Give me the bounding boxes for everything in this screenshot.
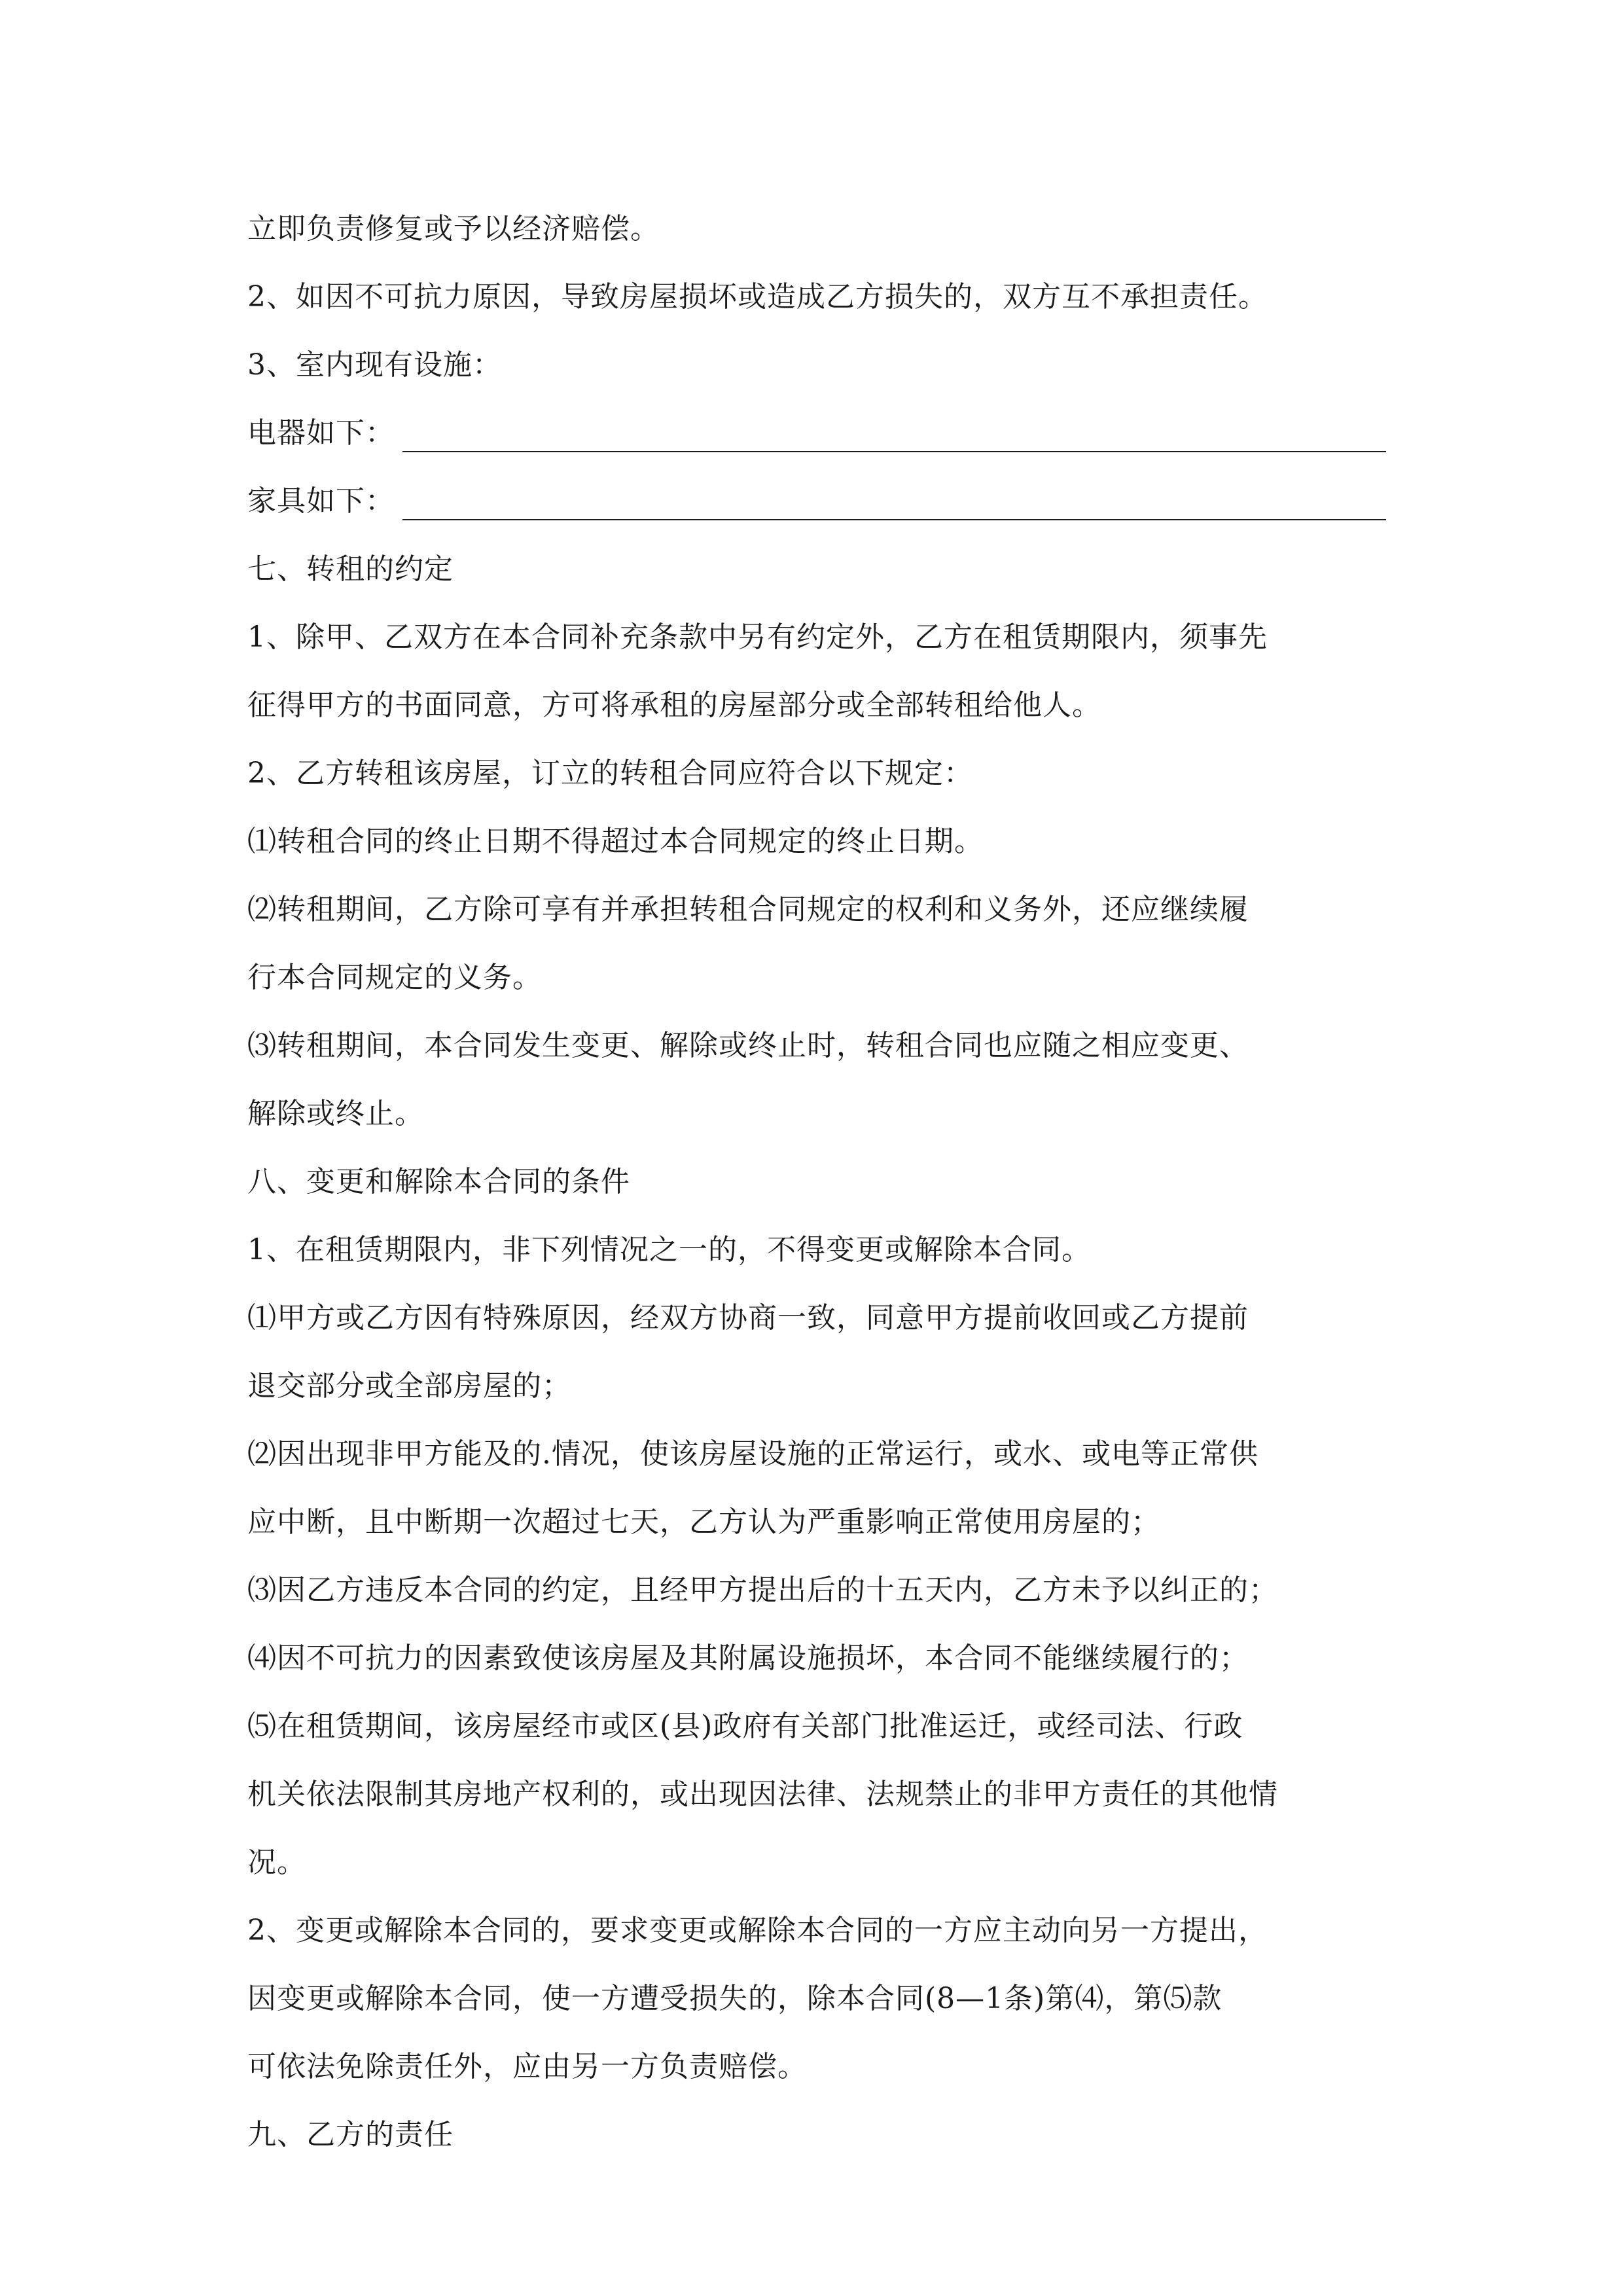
text-line: 2、变更或解除本合同的，要求变更或解除本合同的一方应主动向另一方提出，	[247, 1914, 1268, 1947]
section-heading: 七、转租的约定	[247, 552, 454, 586]
text-line: 解除或终止。	[247, 1097, 424, 1130]
furniture-row	[247, 467, 1386, 535]
field-label: 电器如下：	[247, 416, 395, 450]
text-line: 机关依法限制其房地产权利的，或出现因法律、法规禁止的非甲方责任的其他情	[247, 1778, 1278, 1811]
text-line: 2、乙方转租该房屋，订立的转租合同应符合以下规定：	[247, 757, 973, 790]
fill-in-blank-line[interactable]	[402, 482, 1386, 520]
text-line: 征得甲方的书面同意，方可将承租的房屋部分或全部转租给他人。	[247, 689, 1101, 722]
text-line: 况。	[247, 1846, 306, 1879]
text-line: 2、如因不可抗力原因，导致房屋损坏或造成乙方损失的，双方互不承担责任。	[247, 280, 1268, 314]
text-line: 因变更或解除本合同，使一方遭受损失的，除本合同(8—1条)第⑷，第⑸款	[247, 1982, 1222, 2015]
text-line: ⑴转租合同的终止日期不得超过本合同规定的终止日期。	[247, 825, 984, 858]
text-line: 行本合同规定的义务。	[247, 961, 542, 994]
document-page	[247, 195, 1386, 2169]
text-line: 3、室内现有设施：	[247, 348, 502, 382]
text-line: 立即负责修复或予以经济赔偿。	[247, 212, 660, 245]
text-line: ⑸在租赁期间，该房屋经市或区(县)政府有关部门批准运迁，或经司法、行政	[247, 1710, 1243, 1743]
section-heading: 九、乙方的责任	[247, 2118, 454, 2151]
text-line: ⑵转租期间，乙方除可享有并承担转租合同规定的权利和义务外，还应继续履	[247, 893, 1249, 926]
text-line: ⑵因出现非甲方能及的.情况，使该房屋设施的正常运行，或水、或电等正常供	[247, 1437, 1258, 1471]
fill-in-blank-line[interactable]	[402, 414, 1386, 452]
text-line: ⑶因乙方违反本合同的约定，且经甲方提出后的十五天内，乙方未予以纠正的；	[247, 1573, 1278, 1607]
text-line: 1、在租赁期限内，非下列情况之一的，不得变更或解除本合同。	[247, 1233, 1091, 1266]
text-line: 1、除甲、乙双方在本合同补充条款中另有约定外，乙方在租赁期限内，须事先	[247, 620, 1268, 654]
text-line: 退交部分或全部房屋的；	[247, 1369, 571, 1403]
text-line: ⑶转租期间，本合同发生变更、解除或终止时，转租合同也应随之相应变更、	[247, 1029, 1249, 1062]
text-line: ⑷因不可抗力的因素致使该房屋及其附属设施损坏，本合同不能继续履行的；	[247, 1641, 1249, 1675]
electrical-appliances-row	[247, 399, 1386, 467]
text-line: 应中断，且中断期一次超过七天，乙方认为严重影响正常使用房屋的；	[247, 1505, 1160, 1539]
section-heading: 八、变更和解除本合同的条件	[247, 1165, 630, 1198]
text-line: 可依法免除责任外，应由另一方负责赔偿。	[247, 2050, 807, 2083]
field-label: 家具如下：	[247, 484, 395, 518]
text-line: ⑴甲方或乙方因有特殊原因，经双方协商一致，同意甲方提前收回或乙方提前	[247, 1301, 1249, 1335]
